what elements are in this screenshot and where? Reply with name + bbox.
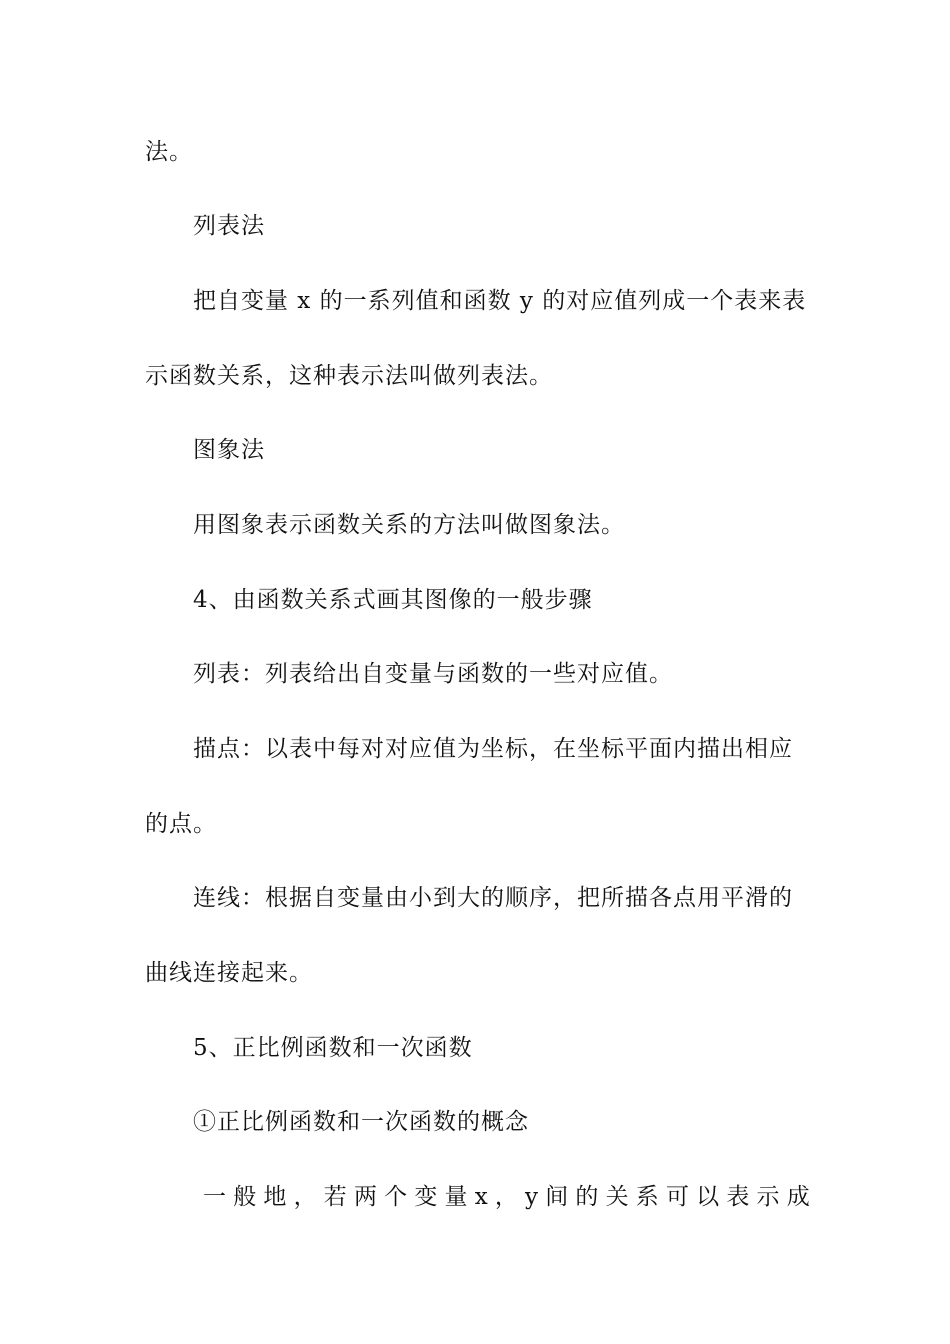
section-heading-graph-method: 图象法 xyxy=(193,437,265,463)
justified-glyph: 可 xyxy=(665,1184,689,1210)
justified-glyph: 的 xyxy=(575,1184,599,1210)
justified-glyph: 示 xyxy=(756,1184,780,1210)
justified-glyph: 系 xyxy=(635,1184,659,1210)
paragraph-line: 曲线连接起来。 xyxy=(145,960,313,986)
justified-glyph: x xyxy=(474,1184,488,1210)
section-heading-linear-functions: 5、正比例函数和一次函数 xyxy=(193,1035,473,1061)
section-heading-steps: 4、由函数关系式画其图像的一般步骤 xyxy=(193,587,593,613)
justified-glyph: 间 xyxy=(545,1184,569,1210)
justified-glyph: 变 xyxy=(414,1184,438,1210)
justified-glyph: 两 xyxy=(353,1184,377,1210)
justified-glyph: 若 xyxy=(323,1184,347,1210)
justified-glyph: 以 xyxy=(696,1184,720,1210)
paragraph-line-justified xyxy=(203,1181,810,1213)
paragraph-line: 把自变量 x 的一系列值和函数 y 的对应值列成一个表来表 xyxy=(193,288,807,314)
justified-glyph: 一 xyxy=(203,1184,226,1210)
section-heading-list-method: 列表法 xyxy=(193,213,265,239)
justified-glyph: ， xyxy=(293,1184,317,1210)
justified-glyph: ， xyxy=(494,1184,518,1210)
justified-glyph: 表 xyxy=(726,1184,750,1210)
justified-glyph: y xyxy=(525,1184,539,1210)
paragraph-line: 的点。 xyxy=(145,811,217,837)
subsection-heading-concepts: ①正比例函数和一次函数的概念 xyxy=(193,1109,529,1135)
paragraph-line: 连线：根据自变量由小到大的顺序，把所描各点用平滑的 xyxy=(193,885,793,911)
justified-glyph: 般 xyxy=(233,1184,257,1210)
paragraph-line: 描点：以表中每对对应值为坐标，在坐标平面内描出相应 xyxy=(193,736,793,762)
justified-glyph: 关 xyxy=(605,1184,629,1210)
justified-glyph: 量 xyxy=(444,1184,468,1210)
paragraph-line: 示函数关系，这种表示法叫做列表法。 xyxy=(145,363,553,389)
paragraph-line: 列表：列表给出自变量与函数的一些对应值。 xyxy=(193,661,673,687)
justified-glyph: 地 xyxy=(263,1184,287,1210)
paragraph-line: 用图象表示函数关系的方法叫做图象法。 xyxy=(193,512,625,538)
justified-glyph: 成 xyxy=(786,1184,810,1210)
paragraph-line: 法。 xyxy=(145,139,193,165)
justified-glyph: 个 xyxy=(384,1184,408,1210)
